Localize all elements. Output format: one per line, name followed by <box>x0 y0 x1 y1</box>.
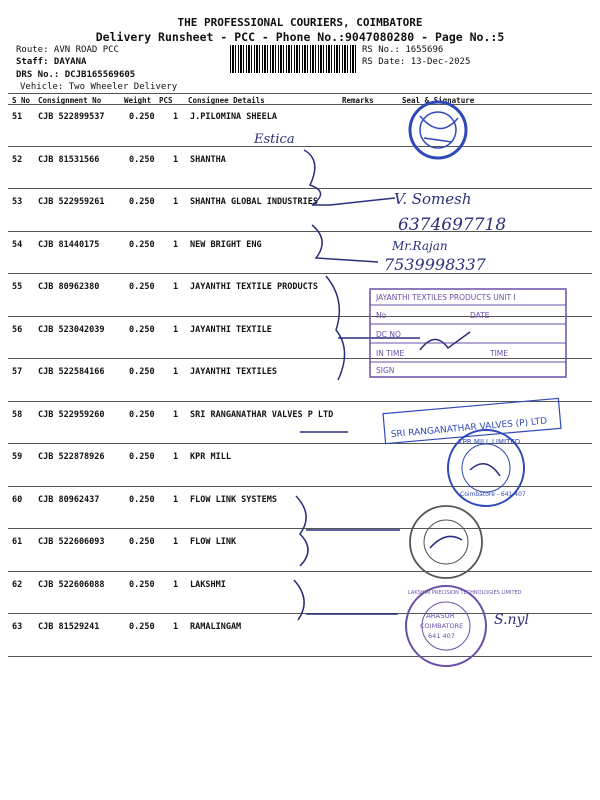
row-sno: 62 <box>12 579 23 590</box>
svg-text:SRI RANGANATHAR VALVES (P) LTD: SRI RANGANATHAR VALVES (P) LTD <box>390 416 548 441</box>
row-weight: 0.250 <box>129 622 155 632</box>
row-consignee: J.PILOMINA SHEELA <box>190 112 277 122</box>
table-row <box>8 232 592 274</box>
svg-text:COIMBATORE: COIMBATORE <box>420 622 464 630</box>
row-pcs: 1 <box>173 324 179 335</box>
handwritten-sig-54: Mr.Rajan <box>392 239 448 253</box>
row-consignment-no: CJB 81440175 <box>38 239 100 250</box>
row-pcs: 1 <box>173 154 179 165</box>
table-row <box>8 189 592 231</box>
row-sno: 61 <box>12 537 23 547</box>
row-consignee: JAYANTHI TEXTILES <box>190 367 277 377</box>
row-pcs: 1 <box>173 282 179 292</box>
row-weight: 0.250 <box>129 154 155 165</box>
svg-text:ARASUR: ARASUR <box>426 612 455 620</box>
row-consignment-no: CJB 522899537 <box>38 112 105 122</box>
row-consignee: SHANTHA <box>190 154 226 165</box>
row-consignee: LAKSHMI <box>190 579 226 590</box>
svg-text:No: No <box>376 311 387 320</box>
row-pcs: 1 <box>173 494 179 505</box>
svg-text:JAYANTHI TEXTILES PRODUCTS UNI: JAYANTHI TEXTILES PRODUCTS UNIT I <box>376 293 516 302</box>
svg-text:641 407: 641 407 <box>428 632 455 640</box>
row-sno: 52 <box>12 154 23 165</box>
drs-label: DRS No.: DCJB165569605 <box>16 70 136 80</box>
table-row <box>8 359 592 401</box>
header-top-rule <box>8 93 592 94</box>
row-pcs: 1 <box>173 112 179 122</box>
handwritten-name-53: V. Somesh <box>394 190 472 208</box>
row-weight: 0.250 <box>129 452 155 462</box>
route-label: Route: AVN ROAD PCC <box>16 45 119 55</box>
table-row <box>8 487 592 529</box>
row-sno: 56 <box>12 324 23 335</box>
staff-label: Staff: DAYANA <box>16 57 87 67</box>
svg-text:DC NO: DC NO <box>376 330 401 339</box>
barcode <box>230 45 356 73</box>
vehicle-label: Vehicle: Two Wheeler Delivery <box>20 82 178 92</box>
col-consignee: Consignee Details <box>188 96 265 105</box>
row-consignee: RAMALINGAM <box>190 622 242 632</box>
row-consignment-no: CJB 81529241 <box>38 622 100 632</box>
row-pcs: 1 <box>173 367 179 377</box>
row-consignment-no: CJB 80962437 <box>38 494 100 505</box>
company-title: THE PROFESSIONAL COURIERS, COIMBATORE <box>177 16 423 29</box>
row-sno: 63 <box>12 622 23 632</box>
row-consignment-no: CJB 522606093 <box>38 537 105 547</box>
row-weight: 0.250 <box>129 112 155 122</box>
row-weight: 0.250 <box>129 409 155 420</box>
svg-text:DATE: DATE <box>470 311 490 320</box>
row-consignee: KPR MILL <box>190 452 231 462</box>
rs-number: RS No.: 1655696 <box>362 45 444 55</box>
table-row <box>8 444 592 486</box>
svg-text:TIME: TIME <box>490 349 509 358</box>
row-sno: 59 <box>12 452 23 462</box>
row-consignment-no: CJB 522606088 <box>38 579 105 590</box>
svg-text:KPR MILL LIMITED: KPR MILL LIMITED <box>458 438 521 446</box>
table-row <box>8 147 592 189</box>
row-divider <box>8 656 592 657</box>
runsheet-subtitle: Delivery Runsheet - PCC - Phone No.:9047080280 - Page No.:5 <box>95 30 505 44</box>
row-sno: 58 <box>12 409 23 420</box>
row-sno: 60 <box>12 494 23 505</box>
col-weight: Weight <box>124 96 152 105</box>
rs-date: RS Date: 13-Dec-2025 <box>362 57 471 67</box>
svg-text:SIGN: SIGN <box>376 366 395 375</box>
row-sno: 54 <box>12 239 23 250</box>
table-row <box>8 317 592 359</box>
row-weight: 0.250 <box>129 239 155 250</box>
row-weight: 0.250 <box>129 282 155 292</box>
col-pcs: PCS <box>159 96 173 105</box>
row-sno: 57 <box>12 367 23 377</box>
row-consignee: FLOW LINK <box>190 537 237 547</box>
handwritten-sig-51: Estica <box>254 132 295 147</box>
handwritten-phone-54: 7539998337 <box>384 255 486 274</box>
table-row <box>8 402 592 444</box>
row-weight: 0.250 <box>129 324 155 335</box>
row-pcs: 1 <box>173 239 179 250</box>
row-pcs: 1 <box>173 409 179 420</box>
row-pcs: 1 <box>173 579 179 590</box>
row-consignment-no: CJB 522959261 <box>38 197 105 207</box>
row-weight: 0.250 <box>129 367 155 377</box>
table-row <box>8 274 592 316</box>
table-row <box>8 614 592 656</box>
table-row <box>8 572 592 614</box>
row-sno: 51 <box>12 112 23 122</box>
row-pcs: 1 <box>173 197 179 207</box>
row-consignment-no: CJB 522959260 <box>38 409 105 420</box>
row-pcs: 1 <box>173 452 179 462</box>
table-row <box>8 529 592 571</box>
row-consignee: JAYANTHI TEXTILE <box>190 324 272 335</box>
row-consignee: SHANTHA GLOBAL INDUSTRIES <box>190 197 318 207</box>
col-remarks: Remarks <box>342 96 374 105</box>
row-consignment-no: CJB 81531566 <box>38 154 100 165</box>
row-consignment-no: CJB 80962380 <box>38 282 100 292</box>
row-pcs: 1 <box>173 622 179 632</box>
row-weight: 0.250 <box>129 197 155 207</box>
row-consignee: NEW BRIGHT ENG <box>190 239 262 250</box>
row-sno: 53 <box>12 197 23 207</box>
row-consignee: FLOW LINK SYSTEMS <box>190 494 277 505</box>
svg-text:LAKSHMI PRECISION TECHNOLOGIES: LAKSHMI PRECISION TECHNOLOGIES LIMITED <box>408 590 522 596</box>
row-weight: 0.250 <box>129 494 155 505</box>
col-seal: Seal & Signature <box>402 96 475 105</box>
row-consignment-no: CJB 523042039 <box>38 324 105 335</box>
col-consignment: Consignment No <box>38 96 102 105</box>
row-pcs: 1 <box>173 537 179 547</box>
row-weight: 0.250 <box>129 537 155 547</box>
row-weight: 0.250 <box>129 579 155 590</box>
handwritten-phone-53: 6374697718 <box>398 215 507 235</box>
row-consignee: JAYANTHI TEXTILE PRODUCTS <box>190 282 318 292</box>
table-row <box>8 104 592 146</box>
row-consignee: SRI RANGANATHAR VALVES P LTD <box>190 409 334 420</box>
row-consignment-no: CJB 522584166 <box>38 367 105 377</box>
handwritten-sig-63: S.nyl <box>494 612 529 628</box>
svg-text:Coimbatore - 641 407: Coimbatore - 641 407 <box>460 491 526 498</box>
row-sno: 55 <box>12 282 23 292</box>
row-consignment-no: CJB 522878926 <box>38 452 105 462</box>
svg-text:IN TIME: IN TIME <box>376 349 405 358</box>
col-sno: S No <box>12 96 31 105</box>
